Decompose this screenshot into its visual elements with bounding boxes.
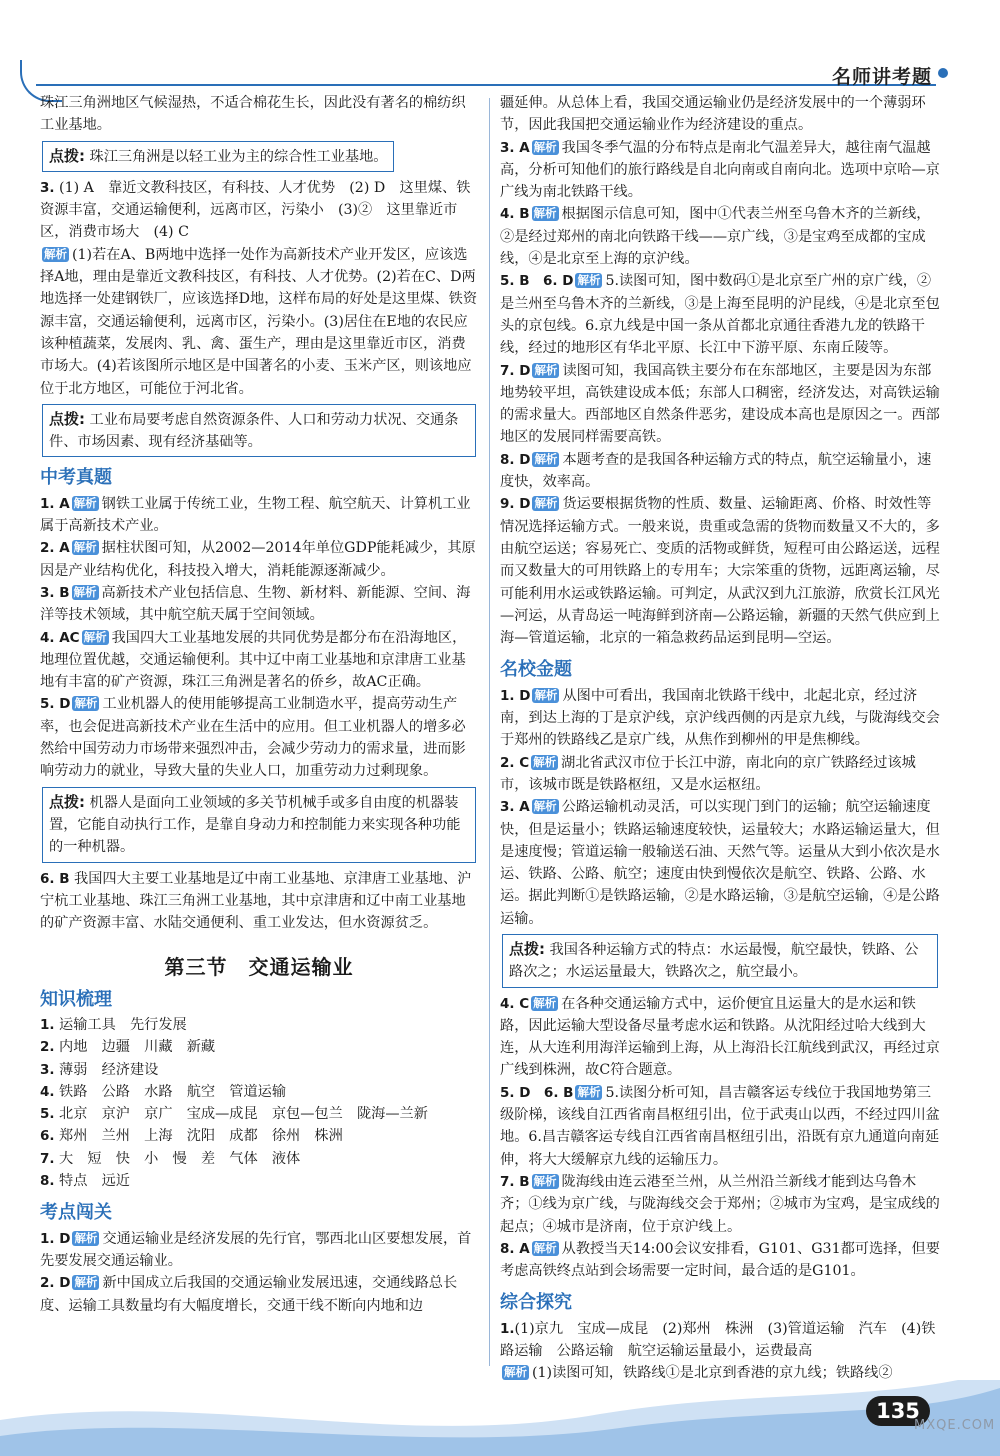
question-number: 5. D 6. B [500, 1084, 574, 1101]
answer-text: 珠江三角洲地区气候湿热，不适合棉花生长，因此没有著名的棉纺织工业基地。 [40, 95, 466, 134]
tip-label: 点拨: [49, 409, 85, 428]
item-text: 特点 远近 [59, 1173, 130, 1190]
question-item [500, 1082, 940, 1171]
item-text: 内地 边疆 川藏 新藏 [59, 1039, 216, 1056]
item-number: 4. [40, 1083, 55, 1100]
section-title-zhongkao: 中考真题 [40, 467, 112, 489]
question-item [40, 693, 478, 782]
analysis-text: 5.读图分析可知，昌吉赣客运专线位于我国地势第三级阶梯，该线自江西省南昌枢纽引出，位于武夷山以西，不经过四川盆地。6.昌吉赣客运专线自江西省南昌枢纽引出，沿既有京九通道向南延伸，将大大缓解京九线的运输压力。 [500, 1084, 940, 1168]
question-item [500, 203, 940, 270]
analysis-text: 高新技术产业包括信息、生物、新材料、新能源、空间、海洋等技术领域，其中航空航天属于空间领域。 [40, 584, 471, 624]
tip-label: 点拨: [49, 146, 85, 165]
analysis-tag: 解析 [577, 1084, 601, 1099]
tip-text: 工业布局要考虑自然资源条件、人口和劳动力状况、交通条件、市场因素、现有经济基础等。 [49, 411, 459, 451]
analysis-tag: 解析 [73, 584, 97, 599]
analysis-text: 交通运输业是经济发展的先行官，鄂西北山区要想发展，首先要发展交通运输业。 [40, 1230, 472, 1269]
section-title-zonghe: 综合探究 [500, 1292, 572, 1314]
question-number: 8. A [500, 1240, 530, 1257]
question-number: 3. B [40, 584, 70, 601]
question-item [40, 493, 478, 538]
item-number: 2. [40, 1039, 55, 1056]
item-number: 8. [40, 1173, 55, 1190]
question-number: 3. A [500, 139, 530, 156]
analysis-text: 从教授当天14:00会议安排看，G101、G31都可选择，但要考虑高铁终点站到会场需要一定时间，最合适的是G101。 [500, 1240, 940, 1280]
tip-box [42, 141, 394, 172]
question-number: 7. B [500, 1173, 530, 1190]
question-item [40, 1272, 478, 1317]
question-item [500, 1318, 940, 1363]
question-item [40, 582, 478, 627]
analysis-text: 在各种交通运输方式中，运价便宜且运量大的是水运和铁路，因此运输大型设备尽量考虑水运和铁路。从沈阳经过哈大线到大连，从大连利用海洋运输到上海，从上海沿长江航线到武汉，再经过京广线到株洲，故C符合题意。 [500, 995, 940, 1079]
tip-box [502, 934, 938, 988]
item-number: 3. [40, 1061, 55, 1078]
list-item [40, 1036, 478, 1058]
tip-label: 点拨: [509, 939, 545, 958]
question-item [500, 360, 940, 449]
analysis-text: 货运要根据货物的性质、数量、运输距离、价格、时效性等情况选择运输方式。一般来说，贵重或急需的货物而数量又不大的，多由航空运送；容易死亡、变质的活物或鲜货，短程可由公路运送，远程而又数量大的可用铁路上的专用车；大宗笨重的货物，远距离运输，尽可能利用水运或铁路运输。可判定，从武汉到九江旅游，欣赏长江风光—河运，从青岛运一吨海鲜到济南—公路运输，新疆的天然气供应到上海—管道运输，北京的一箱急救药品运到昆明—空运。 [500, 496, 940, 647]
question-item [40, 868, 478, 935]
list-item [40, 1081, 478, 1103]
list-item [40, 1148, 478, 1170]
question-item [40, 627, 478, 694]
analysis-tag: 解析 [74, 696, 98, 711]
section-title-mingxiao: 名校金题 [500, 659, 572, 681]
analysis-tag: 解析 [534, 362, 558, 377]
item-text: 薄弱 经济建设 [59, 1061, 159, 1078]
question-number: 8. D [500, 451, 531, 468]
question-number: 5. D [40, 696, 71, 713]
tip-label: 点拨: [49, 792, 85, 811]
analysis-tag: 解析 [44, 246, 67, 261]
right-column [500, 92, 940, 1385]
list-item [40, 1103, 478, 1125]
analysis-text: 钢铁工业属于传统工业，生物工程、航空航天、计算机工业属于高新技术产业。 [40, 495, 471, 535]
question-item [500, 1171, 940, 1238]
analysis-text: 新中国成立后我国的交通运输业发展迅速，交通线路总长度、运输工具数量均有大幅度增长，交通干线不断向内地和边 [40, 1275, 458, 1314]
footer-wave-decoration [0, 1380, 1000, 1456]
question-number: 4. B [500, 206, 530, 223]
question-number: 7. D [500, 362, 531, 379]
question-item [500, 137, 940, 204]
analysis-tag: 解析 [74, 1230, 98, 1245]
item-text: 郑州 兰州 上海 沈阳 成都 徐州 株洲 [59, 1128, 343, 1145]
item-text: 运输工具 先行发展 [59, 1016, 187, 1033]
question-3 [40, 177, 478, 400]
answer-text: (1)京九 宝成—成昆 (2)郑州 株洲 (3)管道运输 汽车 (4)铁路运输 公路运输 航空运输运量最小，运费最高 [500, 1320, 936, 1360]
tip-text: 珠江三角洲是以轻工业为主的综合性工业基地。 [89, 148, 388, 165]
analysis-tag: 解析 [533, 995, 557, 1010]
analysis-text: 公路运输机动灵活，可以实现门到门的运输；航空运输速度快，但是运量小；铁路运输速度较快，运量较大；水路运输运量大，但是速度慢；管道运输一般输送石油、天然气等。运量从大到小依次是水运、铁路、公路、航空；速度由快到慢依次是航空、铁路、公路、水运。据此判断①是铁路运输，②是水路运输，③是航空运输，④是公路运输。 [500, 799, 940, 927]
question-number: 4. C [500, 995, 530, 1012]
analysis-tag: 解析 [73, 495, 97, 510]
analysis-text: 据柱状图可知，从2002—2014年单位GDP能耗减少，其原因是产业结构优化，科技投入增大，消耗能源逐渐减少。 [40, 540, 476, 579]
list-item [40, 1014, 478, 1036]
item-number: 1. [40, 1016, 55, 1033]
question-number: 6. B [40, 870, 70, 887]
header-rule [36, 84, 936, 86]
analysis-text: 我国四大工业基地发展的共同优势是都分布在沿海地区，地理位置优越，交通运输便利。其中辽中南工业基地和京津唐工业基地有丰富的矿产资源，珠江三角洲是著名的侨乡，故AC正确。 [40, 629, 467, 691]
tip-text: 我国各种运输方式的特点：水运最慢，航空最快，铁路、公路次之；水运运量最大，铁路次之，航空最小。 [509, 941, 919, 981]
analysis-text: 工业机器人的使用能够提高工业制造水平，提高劳动生产率，也会促进高新技术产业在生活中的应用。但工业机器人的增多必然给中国劳动力市场带来强烈冲击，会减少劳动力的需求量，进而影响劳动力的就业，导致大量的失业人口，加重劳动力过剩现象。 [40, 696, 466, 780]
item-number: 7. [40, 1150, 55, 1167]
tip-box [42, 787, 476, 863]
item-text: 北京 京沪 京广 宝成—成昆 京包—包兰 陇海—兰新 [59, 1106, 428, 1123]
analysis-text: 5.读图可知，图中数码①是北京至广州的京广线，②是兰州至乌鲁木齐的兰新线，③是上海至昆明的沪昆线，④是北京至包头的京包线。6.京九线是中国一条从首都北京通往香港九龙的铁路干线，经过的地形区有华北平原、长江中下游平原、东南丘陵等。 [500, 273, 940, 357]
question-item [500, 449, 940, 494]
analysis-text: 湖北省武汉市位于长江中游，南北向的京广铁路经过该城市，该城市既是铁路枢纽，又是水运枢纽。 [500, 754, 916, 793]
analysis-text: 根据图示信息可知，图中①代表兰州至乌鲁木齐的兰新线，②是经过郑州的南北向铁路干线——京广线，③是宝鸡至成都的宝成线，④是北京至上海的京沪线。 [500, 206, 931, 268]
tip-box [42, 404, 476, 458]
answer-text: 我国四大主要工业基地是辽中南工业基地、京津唐工业基地、沪宁杭工业基地、珠江三角洲工业基地，其中京津唐和辽中南工业基地的矿产资源丰富、水陆交通便利、重工业发达，但水资源贫乏。 [40, 870, 472, 932]
item-number: 6. [40, 1128, 55, 1145]
analysis-tag: 解析 [533, 139, 557, 154]
analysis-tag: 解析 [533, 799, 557, 814]
question-item [500, 993, 940, 1082]
analysis-tag: 解析 [73, 540, 97, 555]
question-item [500, 1238, 940, 1283]
analysis-tag: 解析 [534, 451, 558, 466]
question-number: 3. [40, 179, 55, 196]
analysis-text: (1)读图可知，铁路线①是北京到香港的京九线；铁路线② [532, 1365, 893, 1382]
watermark: MXQE.COM [914, 1418, 996, 1433]
analysis-text: 本题考查的是我国各种运输方式的特点，航空运输量小，速度快，效率高。 [500, 451, 932, 491]
question-number: 1. A [40, 495, 70, 512]
question-number: 3. A [500, 799, 530, 816]
analysis-tag: 解析 [533, 1240, 557, 1255]
analysis-tag: 解析 [577, 273, 601, 288]
list-item [40, 1170, 478, 1192]
question-item [500, 270, 940, 359]
chapter-title: 第三节 交通运输业 [164, 955, 354, 980]
analysis-tag: 解析 [533, 206, 557, 221]
analysis-text: (1)若在A、B两地中选择一处作为高新技术产业开发区，应该选择A地，理由是靠近文教科技区，有科技、人才优势。(2)若在C、D两地选择一处建钢铁厂，应该选择D地，这样布局的好处是这里煤、铁资源丰富，交通运输便利，远离市区，污染小。(3)居住在E地的农民应该种植蔬菜，发展肉、乳、禽、蛋生产，理由是这里靠近市区，消费市场大。(4)若该图所示地区是中国著名的小麦、玉米产区，则该地应位于北方地区，可能位于河北省。 [40, 246, 478, 397]
question-item [500, 752, 940, 797]
section-title-kaodian: 考点闯关 [40, 1202, 112, 1224]
question-number: 9. D [500, 496, 531, 513]
question-number: 4. AC [40, 629, 80, 646]
list-item [40, 1059, 478, 1081]
question-number: 2. C [500, 754, 530, 771]
question-number: 2. A [40, 540, 70, 557]
analysis-tag: 解析 [534, 496, 558, 511]
page-number: 135 [866, 1396, 930, 1426]
question-number: 1. [500, 1320, 515, 1337]
analysis-text: 我国冬季气温的分布特点是南北气温差异大，越往南气温越高，分析可知他们的旅行路线是自北向南或自南向北。选项中京哈—京广线为南北铁路干线。 [500, 139, 940, 201]
analysis-tag: 解析 [504, 1365, 527, 1380]
item-text: 大 短 快 小 慢 差 气体 液体 [59, 1150, 301, 1167]
tip-text: 机器人是面向工业领域的多关节机械手或多自由度的机器装置，它能自动执行工作，是靠自身动力和控制能力来实现各种功能的一种机器。 [49, 794, 461, 856]
analysis-text: 从图中可看出，我国南北铁路干线中，北起北京，经过济南，到达上海的丁是京沪线，京沪线西侧的丙是京九线，与陇海线交会于郑州的铁路线乙是京广线，从焦作到柳州的甲是焦柳线。 [500, 687, 940, 749]
analysis-tag: 解析 [534, 687, 558, 702]
analysis-text: 读图可知，我国高铁主要分布在东部地区，主要是因为东部地势较平坦，高铁建设成本低；东部人口稠密，经济发达，对高铁运输的需求量大。西部地区自然条件恶劣，建设成本高也是原因之一。西部地区的发展同样需要高铁。 [500, 362, 940, 446]
analysis-text: 陇海线由连云港至兰州，从兰州沿兰新线才能到达乌鲁木齐；①线为京广线，与陇海线交会于郑州；②城市为宝鸡，是宝成线的起点；④城市是济南，位于京沪线上。 [500, 1173, 940, 1235]
analysis-tag: 解析 [74, 1275, 98, 1290]
section-title-zhishi: 知识梳理 [40, 988, 112, 1010]
left-column [40, 92, 478, 1317]
question-number: 1. D [40, 1230, 71, 1247]
column-divider [489, 98, 490, 1366]
analysis-tag: 解析 [83, 629, 107, 644]
answer-text: 疆延伸。从总体上看，我国交通运输业仍是经济发展中的一个薄弱环节，因此我国把交通运输业作为经济建设的重点。 [500, 95, 926, 134]
analysis-tag: 解析 [533, 1173, 557, 1188]
question-item [40, 1228, 478, 1273]
question-item [500, 796, 940, 930]
header-dot-icon [938, 68, 948, 78]
list-item [40, 1125, 478, 1147]
item-number: 5. [40, 1106, 55, 1123]
question-number: 1. D [500, 687, 531, 704]
header-brand: 名师讲考题 [831, 66, 932, 88]
question-number: 5. B 6. D [500, 273, 574, 290]
answer-text: (1) A 靠近文教科技区，有科技、人才优势 (2) D 这里煤、铁资源丰富，交通运输便利，远离市区，污染小 (3)② 这里靠近市区，消费市场大 (4) C [40, 179, 471, 241]
question-item [500, 685, 940, 752]
analysis-tag: 解析 [533, 754, 557, 769]
item-text: 铁路 公路 水路 航空 管道运输 [59, 1083, 287, 1100]
question-item [40, 537, 478, 582]
question-number: 2. D [40, 1275, 71, 1292]
question-item [500, 493, 940, 649]
